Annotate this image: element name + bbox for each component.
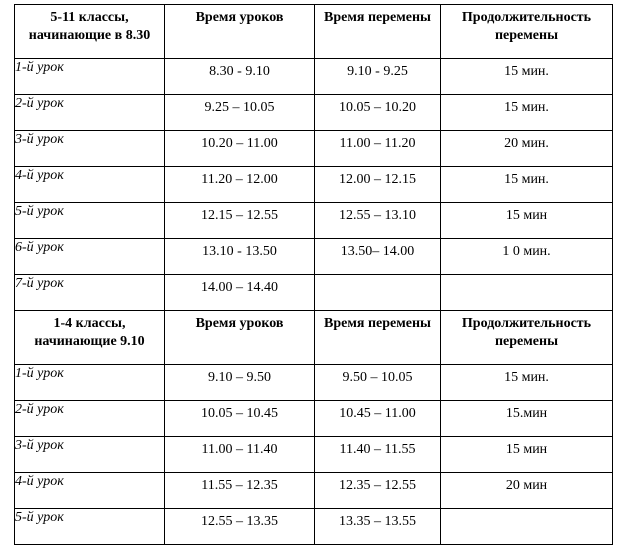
lesson-time: 9.10 – 9.50 [165, 365, 315, 401]
break-duration-header: Продолжительность перемены [441, 5, 613, 59]
lesson-time: 11.20 – 12.00 [165, 167, 315, 203]
break-time: 10.45 – 11.00 [315, 401, 441, 437]
lesson-label: 5-й урок [15, 509, 165, 545]
table-row [15, 275, 613, 311]
table-row [15, 239, 613, 275]
break-duration-header: Продолжительность перемены [441, 311, 613, 365]
lesson-time: 14.00 – 14.40 [165, 275, 315, 311]
lesson-time: 11.55 – 12.35 [165, 473, 315, 509]
break-time-header: Время перемены [315, 311, 441, 365]
table-row [15, 59, 613, 95]
break-duration: 15 мин [441, 437, 613, 473]
lesson-label: 4-й урок [15, 473, 165, 509]
schedule-table [14, 4, 613, 545]
lesson-label: 5-й урок [15, 203, 165, 239]
break-duration: 15 мин [441, 203, 613, 239]
break-time: 11.40 – 11.55 [315, 437, 441, 473]
lesson-label: 2-й урок [15, 401, 165, 437]
lesson-time: 9.25 – 10.05 [165, 95, 315, 131]
break-duration [441, 275, 613, 311]
break-time: 12.35 – 12.55 [315, 473, 441, 509]
lesson-label: 7-й урок [15, 275, 165, 311]
break-duration: 1 0 мин. [441, 239, 613, 275]
lesson-label: 1-й урок [15, 365, 165, 401]
lesson-time-header: Время уроков [165, 311, 315, 365]
break-duration: 15 мин. [441, 59, 613, 95]
lesson-label: 6-й урок [15, 239, 165, 275]
table-row [15, 95, 613, 131]
break-duration [441, 509, 613, 545]
break-duration: 15 мин. [441, 365, 613, 401]
break-time: 13.35 – 13.55 [315, 509, 441, 545]
lesson-time: 10.05 – 10.45 [165, 401, 315, 437]
lesson-label: 3-й урок [15, 437, 165, 473]
break-duration: 20 мин. [441, 131, 613, 167]
table-row [15, 437, 613, 473]
break-duration: 20 мин [441, 473, 613, 509]
lesson-time-header: Время уроков [165, 5, 315, 59]
break-time: 10.05 – 10.20 [315, 95, 441, 131]
lesson-time: 12.15 – 12.55 [165, 203, 315, 239]
break-time: 11.00 – 11.20 [315, 131, 441, 167]
lesson-time: 13.10 - 13.50 [165, 239, 315, 275]
lesson-label: 2-й урок [15, 95, 165, 131]
table-row [15, 401, 613, 437]
table-row [15, 473, 613, 509]
lesson-label: 4-й урок [15, 167, 165, 203]
lesson-time: 8.30 - 9.10 [165, 59, 315, 95]
section-1-header-row [15, 5, 613, 59]
break-duration: 15 мин. [441, 95, 613, 131]
break-time: 12.55 – 13.10 [315, 203, 441, 239]
break-duration: 15 мин. [441, 167, 613, 203]
lesson-time: 12.55 – 13.35 [165, 509, 315, 545]
section-2-header-row [15, 311, 613, 365]
lesson-label: 1-й урок [15, 59, 165, 95]
table-row [15, 203, 613, 239]
break-time: 13.50– 14.00 [315, 239, 441, 275]
break-time: 9.10 - 9.25 [315, 59, 441, 95]
break-time-header: Время перемены [315, 5, 441, 59]
lesson-time: 10.20 – 11.00 [165, 131, 315, 167]
lesson-label: 3-й урок [15, 131, 165, 167]
table-row [15, 509, 613, 545]
break-time: 9.50 – 10.05 [315, 365, 441, 401]
group-header: 5-11 классы, начинающие в 8.30 [15, 5, 165, 59]
break-duration: 15.мин [441, 401, 613, 437]
lesson-time: 11.00 – 11.40 [165, 437, 315, 473]
break-time: 12.00 – 12.15 [315, 167, 441, 203]
table-row [15, 131, 613, 167]
table-row [15, 167, 613, 203]
table-row [15, 365, 613, 401]
group-header: 1-4 классы, начинающие 9.10 [15, 311, 165, 365]
break-time [315, 275, 441, 311]
